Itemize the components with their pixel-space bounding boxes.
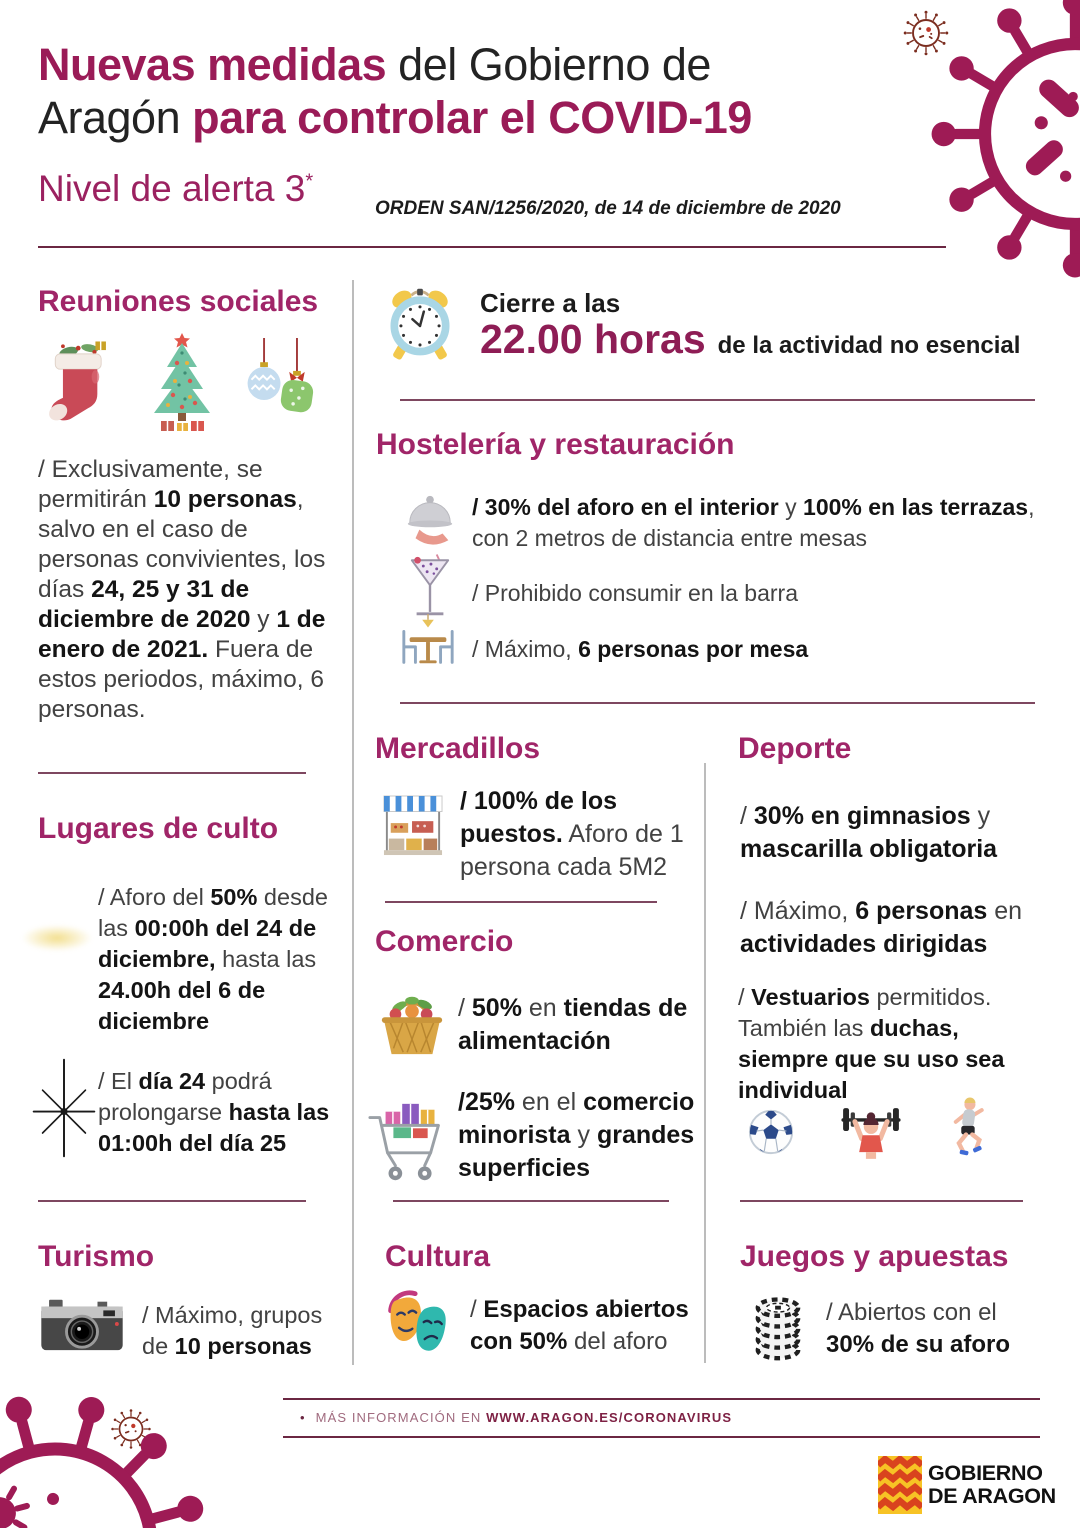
section-title-turismo: Turismo [38, 1240, 155, 1273]
header-divider [38, 246, 946, 248]
page-title-line1: Nuevas medidas del Gobierno de [38, 39, 711, 90]
mercadillos-item: / 100% de los puestos. Aforo de 1 persona cada 5M2 [460, 787, 684, 881]
deporte-item-1: / 30% en gimnasios y mascarilla obligatoria [740, 802, 998, 863]
poker-chips-icon [752, 1288, 804, 1362]
closure-suffix: de la actividad no esencial [717, 332, 1021, 359]
government-logo [928, 1462, 1056, 1508]
column-divider [352, 280, 354, 1365]
grocery-basket-icon [376, 988, 448, 1060]
page-title-line2: Aragón para controlar el COVID-19 [38, 92, 752, 143]
section-title-reuniones: Reuniones sociales [38, 285, 319, 318]
serving-dish-icon [402, 490, 458, 548]
alert-level: Nivel de alerta 3* [38, 168, 314, 209]
closure-prefix: Cierre a las [480, 288, 621, 318]
section-title-lugares: Lugares de culto [38, 812, 279, 845]
aragon-flag-icon [878, 1456, 922, 1514]
column-divider [704, 763, 706, 1363]
shopping-cart-icon [366, 1096, 458, 1190]
logo-line1: GOBIERNO [928, 1461, 1043, 1485]
footer-info [300, 1410, 732, 1425]
divider [400, 702, 1035, 704]
theater-masks-icon [383, 1286, 455, 1362]
section-title-cultura: Cultura [385, 1240, 490, 1273]
divider [400, 399, 1035, 401]
hosteleria-item-2: / Prohibido consumir en la barra [472, 580, 798, 606]
section-title-juegos: Juegos y apuestas [740, 1240, 1009, 1273]
divider [393, 1200, 669, 1202]
christmas-tree-icon [135, 333, 230, 433]
section-title-comercio: Comercio [375, 925, 514, 958]
bullet-icon: • [300, 1410, 306, 1425]
footer-info-url: WWW.ARAGON.ES/CORONAVIRUS [486, 1410, 733, 1425]
divider [38, 772, 306, 774]
camera-icon [38, 1292, 126, 1354]
weightlifting-icon [838, 1098, 904, 1169]
divider [740, 1200, 1023, 1202]
lugares-item-1: / Aforo del 50% desde las 00:00h del 24 de diciembre, hasta las 24.00h del 6 de diciembre [98, 884, 328, 1034]
order-reference: ORDEN SAN/1256/2020, de 14 de diciembre de 2020 [375, 198, 841, 219]
candle-glow-icon [22, 925, 92, 951]
closure-time: 22.00 horas [480, 316, 706, 362]
footer-divider-top [283, 1398, 1040, 1400]
section-title-deporte: Deporte [738, 732, 852, 765]
alert-asterisk: * [305, 170, 314, 193]
cultura-item: / Espacios abiertos con 50% del aforo [470, 1296, 689, 1355]
reuniones-paragraph: / Exclusivamente, se permitirán 10 personas, salvo en el caso de personas convivientes, los días 24, 25 y 31 de diciembre de 2020 y 1 de enero de 2021. Fuera de estos periodos, máximo, 6 personas. [38, 456, 326, 723]
star-icon [28, 1058, 100, 1158]
running-icon [940, 1095, 992, 1163]
alarm-clock-icon [382, 284, 458, 364]
divider [38, 1200, 306, 1202]
footer-info-label: MÁS INFORMACIÓN EN [315, 1410, 487, 1425]
divider [385, 901, 657, 903]
table-chairs-icon [396, 614, 460, 672]
virus-large-icon [0, 1349, 251, 1528]
christmas-ornaments-icon [235, 338, 327, 430]
closure-row [480, 316, 1020, 363]
page-title [38, 38, 888, 144]
market-stall-icon [383, 792, 443, 860]
juegos-item: / Abiertos con el 30% de su aforo [826, 1299, 1011, 1358]
hosteleria-item-3: / Máximo, 6 personas por mesa [472, 636, 809, 662]
hosteleria-item-1: / 30% del aforo en el interior y 100% en las terrazas, con 2 metros de distancia entre mesas [472, 494, 1035, 551]
logo-line2: DE ARAGON [928, 1483, 1056, 1508]
comercio-item-1: / 50% en tiendas de alimentación [458, 994, 688, 1055]
deporte-item-2: / Máximo, 6 personas en actividades dirigidas [740, 897, 1023, 958]
section-title-mercadillos: Mercadillos [375, 732, 541, 765]
comercio-item-2: /25% en el comercio minorista y grandes superficies [458, 1088, 695, 1182]
lugares-item-2: / El día 24 podrá prolongarse hasta las 01:00h del día 25 [98, 1068, 330, 1156]
virus-large-icon [925, 0, 1080, 284]
soccer-ball-icon [747, 1108, 795, 1156]
christmas-stocking-icon [40, 338, 126, 430]
turismo-item: / Máximo, grupos de 10 personas [142, 1302, 323, 1359]
section-title-hosteleria: Hostelería y restauración [376, 428, 735, 461]
deporte-item-3: / Vestuarios permitidos. También las duchas, siempre que su uso sea individual [738, 984, 1005, 1103]
footer-divider-bottom [283, 1436, 1040, 1438]
